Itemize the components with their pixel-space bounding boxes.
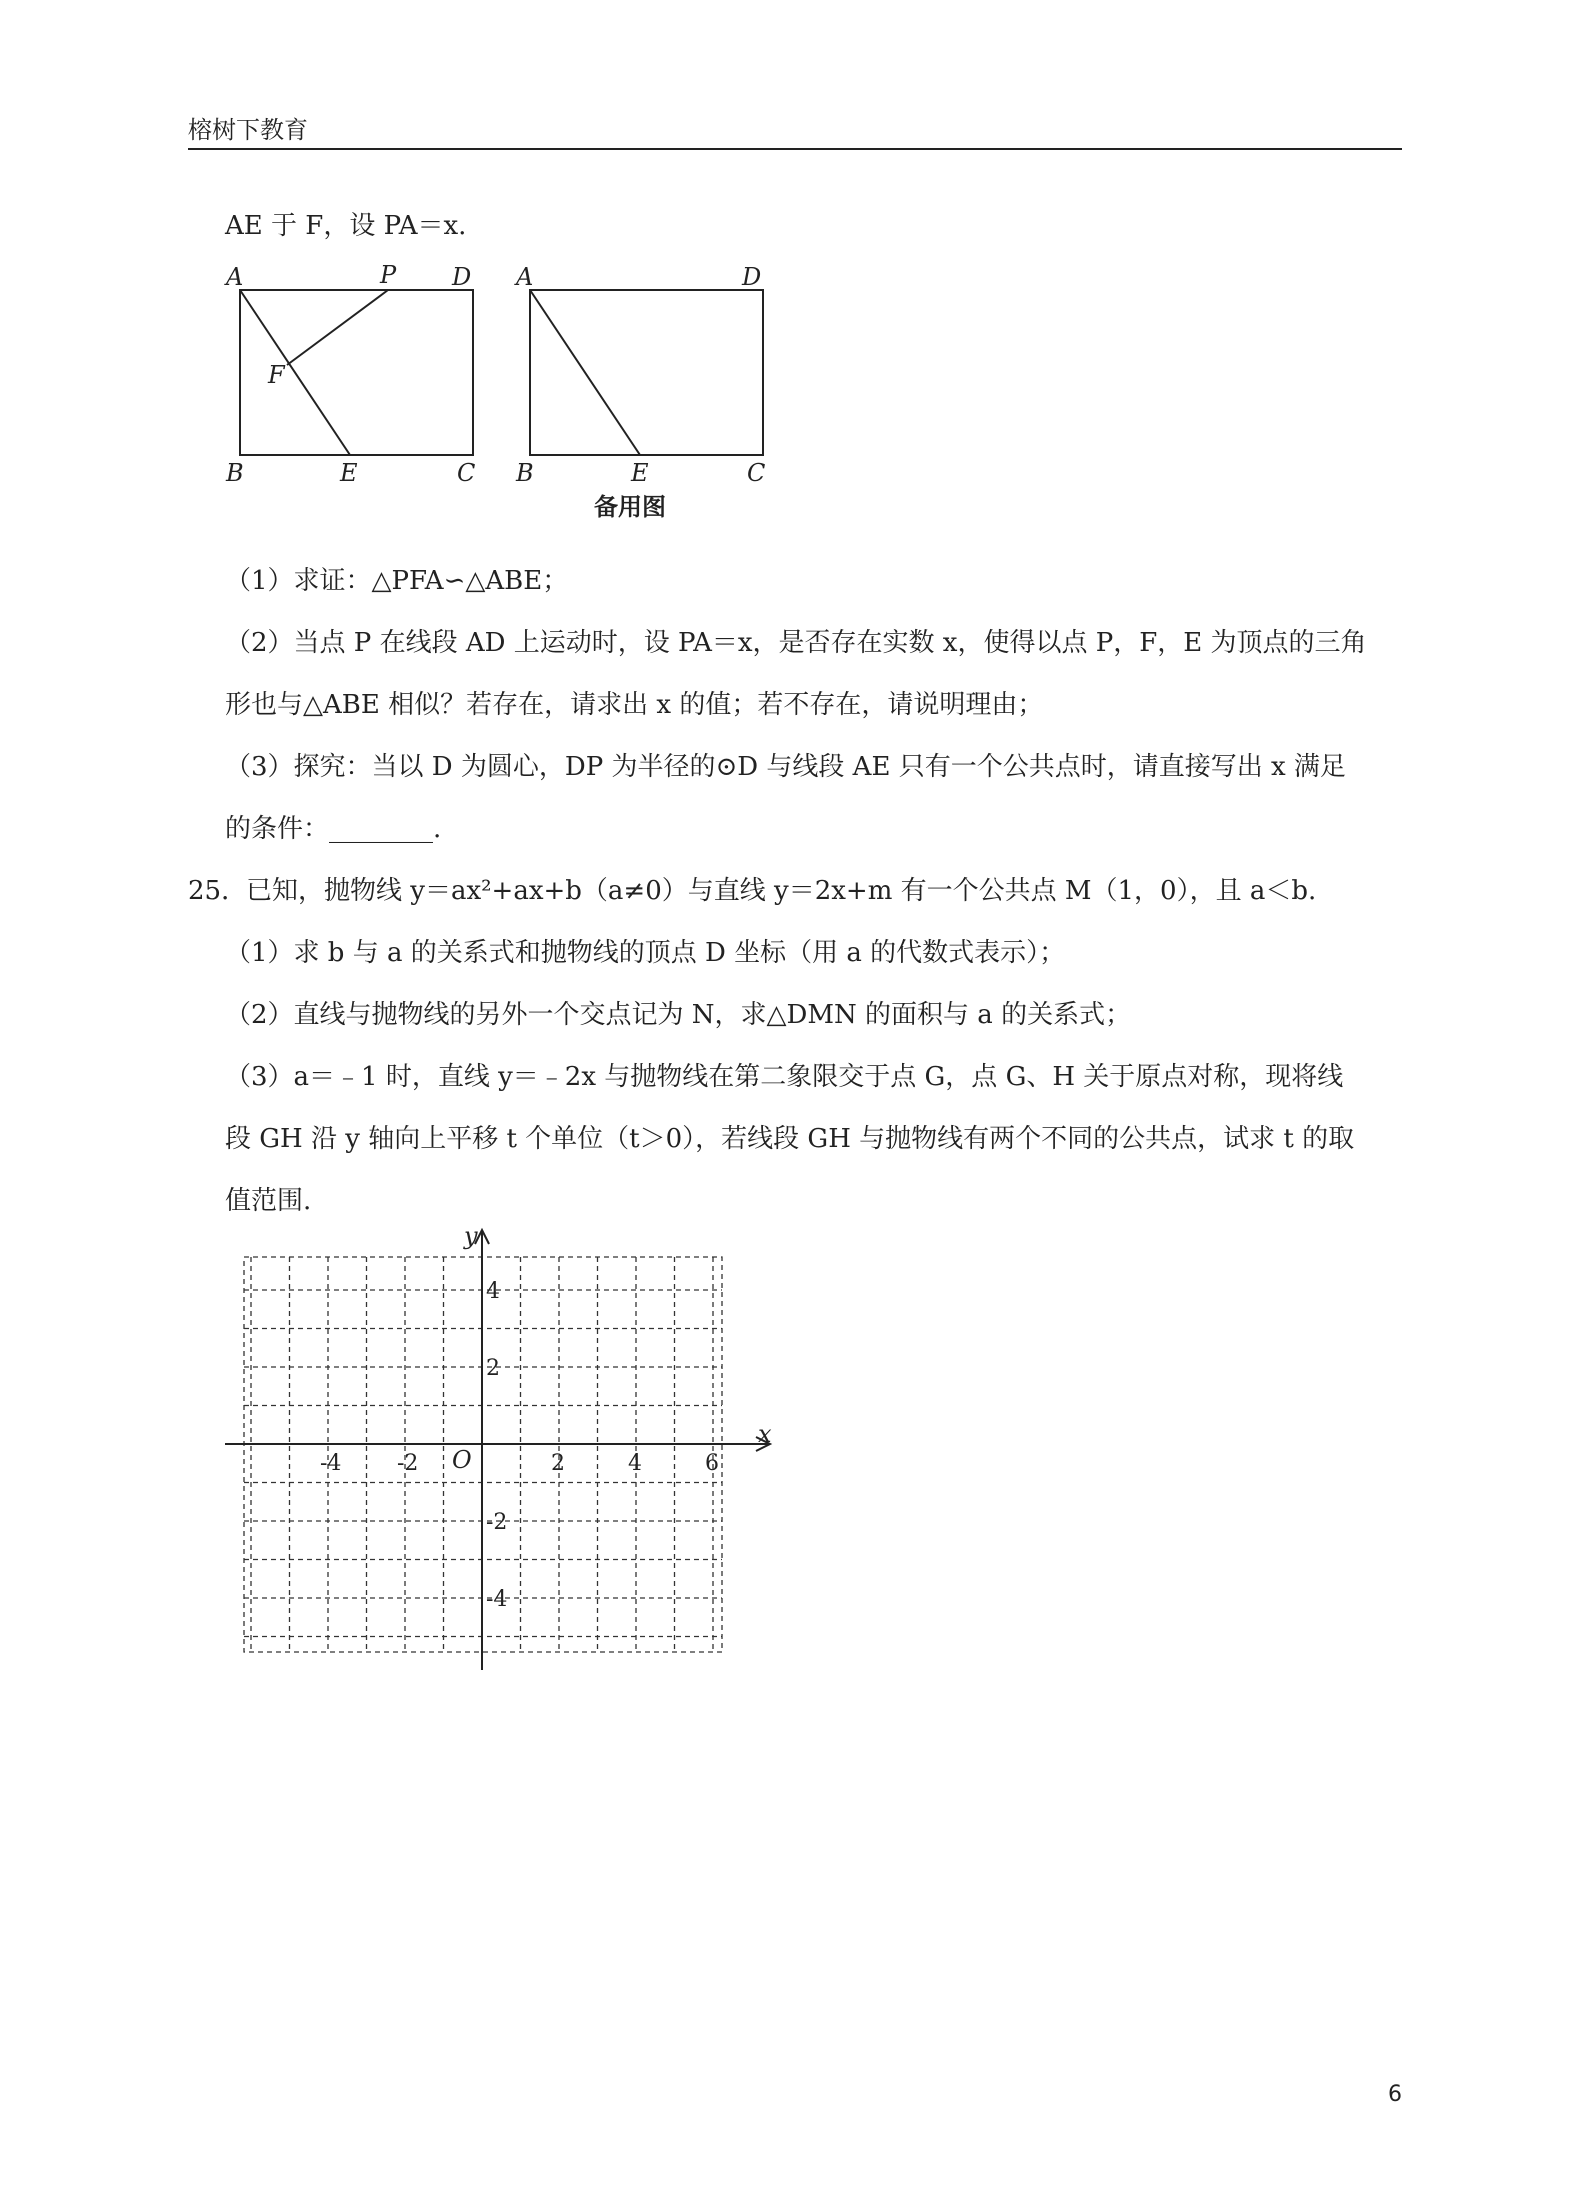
spare-rectangle-figure	[530, 290, 763, 455]
x-tick-label: -4	[320, 1451, 342, 1476]
origin-label: O	[452, 1446, 472, 1474]
y-tick-label: 2	[486, 1356, 500, 1381]
problem24-q1: （1）求证：△PFA∽△ABE；	[225, 566, 569, 596]
spare-label-a: A	[516, 263, 534, 291]
spare-figure-caption: 备用图	[594, 493, 666, 521]
page-header-title: 榕树下教育	[188, 116, 308, 144]
label-e: E	[340, 459, 358, 487]
problem25-q1: （1）求 b 与 a 的关系式和抛物线的顶点 D 坐标（用 a 的代数式表示）；	[225, 938, 1066, 968]
x-tick-label: 6	[705, 1451, 719, 1476]
problem25-stem: 已知，抛物线 y＝ax²+ax+b（a≠0）与直线 y＝2x+m 有一个公共点 M（1，0），且 a＜b.	[246, 876, 1317, 906]
problem25-number: 25．	[188, 876, 248, 906]
problem24-q2-line1: （2）当点 P 在线段 AD 上运动时，设 PA＝x，是否存在实数 x，使得以点 P，F，E 为顶点的三角	[225, 628, 1367, 658]
x-axis-label: x	[758, 1420, 772, 1448]
x-tick-label: -2	[397, 1451, 419, 1476]
label-b: B	[226, 459, 244, 487]
problem24-intro: AE 于 F，设 PA＝x.	[225, 211, 467, 241]
problem25-q3-line1: （3）a＝﹣1 时，直线 y＝﹣2x 与抛物线在第二象限交于点 G，点 G、H 关于原点对称，现将线	[225, 1062, 1344, 1092]
spare-label-d: D	[742, 263, 762, 291]
rectangle-figures	[220, 255, 780, 525]
spare-label-e: E	[631, 459, 649, 487]
label-f: F	[268, 361, 285, 389]
problem24-q2-line2: 形也与△ABE 相似？若存在，请求出 x 的值；若不存在，请说明理由；	[225, 690, 1044, 720]
y-tick-label: 4	[486, 1279, 500, 1304]
y-tick-label: -2	[486, 1510, 508, 1535]
y-axis-label: y	[464, 1222, 478, 1250]
problem25-q2: （2）直线与抛物线的另外一个交点记为 N，求△DMN 的面积与 a 的关系式；	[225, 1000, 1132, 1030]
coordinate-grid	[220, 1222, 790, 1682]
x-tick-label: 2	[551, 1451, 565, 1476]
segment-pf	[287, 290, 388, 365]
label-p: P	[380, 261, 397, 289]
problem24-q3-line1: （3）探究：当以 D 为圆心，DP 为半径的⊙D 与线段 AE 只有一个公共点时，请直接写出 x 满足	[225, 752, 1346, 782]
spare-segment-ae	[530, 290, 640, 455]
problem25-q3-line3: 值范围.	[225, 1186, 312, 1216]
problem24-q3-line2: 的条件：________.	[225, 814, 442, 844]
x-tick-label: 4	[628, 1451, 642, 1476]
label-d: D	[452, 263, 472, 291]
label-c: C	[457, 459, 476, 487]
page-number: 6	[1388, 2082, 1402, 2107]
segment-ae	[240, 290, 350, 455]
spare-label-c: C	[747, 459, 766, 487]
y-tick-label: -4	[486, 1587, 508, 1612]
problem25-q3-line2: 段 GH 沿 y 轴向上平移 t 个单位（t＞0），若线段 GH 与抛物线有两个不同的公共点，试求 t 的取	[225, 1124, 1355, 1154]
header-divider	[188, 148, 1402, 150]
spare-rectangle-abcd	[530, 290, 763, 455]
spare-label-b: B	[516, 459, 534, 487]
label-a: A	[226, 263, 244, 291]
